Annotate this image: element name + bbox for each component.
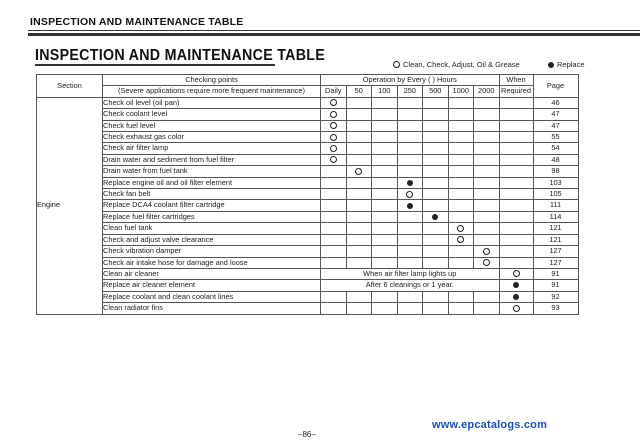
- interval-cell: [321, 223, 347, 234]
- table-body: [37, 97, 579, 314]
- interval-cell: [448, 143, 474, 154]
- interval-cell: [474, 234, 500, 245]
- open-circle-icon: [483, 259, 490, 266]
- interval-cell: [474, 177, 500, 188]
- interval-cell: [397, 189, 423, 200]
- interval-cell: [321, 109, 347, 120]
- checking-point: Replace coolant and clean coolant lines: [103, 291, 321, 302]
- filled-circle-icon: [407, 203, 413, 209]
- page-ref: 55: [533, 132, 578, 143]
- interval-cell: [397, 303, 423, 314]
- page-ref: 121: [533, 223, 578, 234]
- interval-cell: [397, 120, 423, 131]
- interval-cell: [397, 211, 423, 222]
- open-circle-icon: [457, 236, 464, 243]
- interval-cell: [346, 132, 372, 143]
- interval-cell: [448, 97, 474, 108]
- interval-cell: [448, 177, 474, 188]
- interval-cell: [448, 223, 474, 234]
- open-circle-icon: [406, 191, 413, 198]
- open-circle-icon: [330, 134, 337, 141]
- interval-cell: [372, 291, 398, 302]
- open-circle-icon: [355, 168, 362, 175]
- interval-cell: [499, 143, 533, 154]
- interval-cell: [474, 211, 500, 222]
- interval-cell: [397, 246, 423, 257]
- interval-cell: [346, 303, 372, 314]
- table-row: [37, 143, 579, 154]
- interval-cell: [474, 200, 500, 211]
- table-row: [37, 120, 579, 131]
- checking-point: Check vibration damper: [103, 246, 321, 257]
- table-row: [37, 291, 579, 302]
- interval-note: When air filter lamp lights up: [321, 268, 500, 279]
- interval-cell: [346, 189, 372, 200]
- interval-cell: [321, 291, 347, 302]
- interval-cell: [372, 120, 398, 131]
- open-circle-icon: [483, 248, 490, 255]
- open-circle-icon: [457, 225, 464, 232]
- page-title: INSPECTION AND MAINTENANCE TABLE: [35, 47, 326, 64]
- table-row: [37, 268, 579, 279]
- interval-cell: [448, 246, 474, 257]
- open-circle-icon: [330, 145, 337, 152]
- interval-cell: [499, 132, 533, 143]
- interval-cell: [346, 109, 372, 120]
- table-row: [37, 223, 579, 234]
- legend-replace-label: Replace: [557, 60, 585, 69]
- interval-cell: [321, 154, 347, 165]
- open-circle-icon: [330, 156, 337, 163]
- interval-cell: [372, 154, 398, 165]
- interval-cell: [372, 109, 398, 120]
- page-ref: 91: [533, 280, 578, 291]
- interval-cell: [372, 200, 398, 211]
- interval-cell: [321, 189, 347, 200]
- table-row: [37, 109, 579, 120]
- interval-cell: [499, 234, 533, 245]
- checking-point: Clean fuel tank: [103, 223, 321, 234]
- interval-cell: [423, 177, 449, 188]
- interval-cell: [448, 120, 474, 131]
- header-rule-thin: [28, 30, 640, 31]
- interval-cell: [423, 154, 449, 165]
- interval-cell: [448, 303, 474, 314]
- interval-cell: [423, 211, 449, 222]
- checking-point: Drain water from fuel tank: [103, 166, 321, 177]
- interval-cell: [397, 97, 423, 108]
- interval-cell: [346, 143, 372, 154]
- interval-cell: [372, 303, 398, 314]
- interval-cell: [372, 189, 398, 200]
- running-head: INSPECTION AND MAINTENANCE TABLE: [30, 16, 244, 28]
- table-row: [37, 97, 579, 108]
- header-page: Page: [533, 75, 578, 98]
- section-label: Engine: [37, 97, 103, 314]
- header-checking-points-sub: (Severe applications require more frequent maintenance): [103, 86, 321, 97]
- interval-cell: [474, 143, 500, 154]
- header-interval: 50: [346, 86, 372, 97]
- interval-cell: [499, 268, 533, 279]
- interval-cell: [474, 109, 500, 120]
- page-ref: 127: [533, 246, 578, 257]
- table-row: [37, 189, 579, 200]
- checking-point: Drain water and sediment from fuel filter: [103, 154, 321, 165]
- interval-cell: [448, 234, 474, 245]
- interval-cell: [397, 154, 423, 165]
- page-ref: 92: [533, 291, 578, 302]
- interval-cell: [499, 280, 533, 291]
- interval-cell: [423, 109, 449, 120]
- page-ref: 114: [533, 211, 578, 222]
- interval-cell: [499, 211, 533, 222]
- maintenance-table: [36, 74, 579, 315]
- interval-cell: [321, 132, 347, 143]
- interval-cell: [474, 189, 500, 200]
- interval-cell: [448, 189, 474, 200]
- page-ref: 47: [533, 109, 578, 120]
- interval-cell: [448, 154, 474, 165]
- interval-cell: [448, 109, 474, 120]
- interval-cell: [321, 143, 347, 154]
- interval-cell: [499, 109, 533, 120]
- interval-cell: [448, 166, 474, 177]
- interval-cell: [448, 257, 474, 268]
- interval-cell: [474, 291, 500, 302]
- table-row: [37, 257, 579, 268]
- interval-cell: [321, 97, 347, 108]
- table-row: [37, 132, 579, 143]
- interval-cell: [499, 154, 533, 165]
- interval-cell: [346, 211, 372, 222]
- filled-circle-icon: [513, 294, 519, 300]
- interval-cell: [346, 291, 372, 302]
- interval-cell: [423, 200, 449, 211]
- title-underline: [35, 64, 275, 66]
- page-ref: 47: [533, 120, 578, 131]
- checking-point: Clean air cleaner: [103, 268, 321, 279]
- page-ref: 98: [533, 166, 578, 177]
- table-row: [37, 280, 579, 291]
- header-interval: 2000: [474, 86, 500, 97]
- interval-cell: [499, 189, 533, 200]
- header-interval: 500: [423, 86, 449, 97]
- header-interval: 1000: [448, 86, 474, 97]
- checking-point: Clean radiator fins: [103, 303, 321, 314]
- interval-cell: [474, 246, 500, 257]
- interval-cell: [372, 234, 398, 245]
- interval-cell: [372, 97, 398, 108]
- interval-cell: [321, 120, 347, 131]
- page-ref: 54: [533, 143, 578, 154]
- interval-cell: [499, 97, 533, 108]
- interval-cell: [397, 223, 423, 234]
- checking-point: Check fan belt: [103, 189, 321, 200]
- interval-cell: [372, 132, 398, 143]
- table-row: [37, 166, 579, 177]
- legend-clean: [393, 60, 520, 69]
- interval-cell: [346, 246, 372, 257]
- open-circle-icon: [330, 111, 337, 118]
- interval-cell: [423, 120, 449, 131]
- interval-cell: [499, 166, 533, 177]
- interval-cell: [423, 223, 449, 234]
- filled-circle-icon: [432, 214, 438, 220]
- interval-cell: [474, 120, 500, 131]
- page-ref: 121: [533, 234, 578, 245]
- page-ref: 91: [533, 268, 578, 279]
- interval-cell: [499, 257, 533, 268]
- header-rule-thick: [28, 33, 640, 36]
- header-interval: 250: [397, 86, 423, 97]
- interval-cell: [321, 211, 347, 222]
- checking-point: Check and adjust valve clearance: [103, 234, 321, 245]
- interval-cell: [499, 246, 533, 257]
- filled-circle-icon: [513, 282, 519, 288]
- interval-cell: [474, 166, 500, 177]
- page-ref: 103: [533, 177, 578, 188]
- page-ref: 46: [533, 97, 578, 108]
- table-row: [37, 200, 579, 211]
- table-row: [37, 246, 579, 257]
- checking-point: Check air intake hose for damage and loose: [103, 257, 321, 268]
- checking-point: Check air filter lamp: [103, 143, 321, 154]
- interval-cell: [474, 154, 500, 165]
- page-ref: 93: [533, 303, 578, 314]
- checking-point: Check exhaust gas color: [103, 132, 321, 143]
- interval-cell: [423, 291, 449, 302]
- interval-cell: [474, 257, 500, 268]
- open-circle-icon: [330, 122, 337, 129]
- interval-cell: [423, 166, 449, 177]
- checking-point: Replace fuel filter cartridges: [103, 211, 321, 222]
- interval-cell: [397, 200, 423, 211]
- open-circle-icon: [513, 305, 520, 312]
- page-ref: 127: [533, 257, 578, 268]
- interval-cell: [321, 177, 347, 188]
- interval-cell: [321, 246, 347, 257]
- interval-cell: [346, 154, 372, 165]
- interval-cell: [474, 223, 500, 234]
- interval-cell: [397, 234, 423, 245]
- interval-cell: [397, 132, 423, 143]
- filled-circle-icon: [407, 180, 413, 186]
- table-row: [37, 234, 579, 245]
- interval-cell: [423, 97, 449, 108]
- interval-cell: [397, 177, 423, 188]
- interval-cell: [448, 132, 474, 143]
- interval-cell: [346, 120, 372, 131]
- interval-cell: [372, 246, 398, 257]
- interval-cell: [423, 143, 449, 154]
- interval-cell: [321, 303, 347, 314]
- checking-point: Check fuel level: [103, 120, 321, 131]
- interval-cell: [448, 200, 474, 211]
- page-ref: 111: [533, 200, 578, 211]
- interval-cell: [423, 132, 449, 143]
- interval-cell: [423, 246, 449, 257]
- interval-cell: [372, 166, 398, 177]
- legend-clean-label: Clean, Check, Adjust, Oil & Grease: [403, 60, 520, 69]
- interval-cell: [346, 234, 372, 245]
- interval-cell: [397, 143, 423, 154]
- interval-cell: [499, 120, 533, 131]
- interval-cell: [321, 166, 347, 177]
- header-operation: Operation by Every ( ) Hours: [321, 75, 500, 86]
- filled-circle-icon: [548, 62, 554, 68]
- header-when: When: [499, 75, 533, 86]
- interval-cell: [423, 303, 449, 314]
- checking-point: Check coolant level: [103, 109, 321, 120]
- interval-cell: [499, 177, 533, 188]
- interval-cell: [397, 109, 423, 120]
- header-interval: Daily: [321, 86, 347, 97]
- interval-cell: [372, 177, 398, 188]
- interval-cell: [346, 200, 372, 211]
- open-circle-icon: [513, 270, 520, 277]
- legend-replace: [548, 60, 585, 69]
- interval-cell: [474, 303, 500, 314]
- interval-cell: [499, 303, 533, 314]
- page-ref: 105: [533, 189, 578, 200]
- interval-cell: [499, 223, 533, 234]
- interval-cell: [346, 97, 372, 108]
- header-section: Section: [37, 75, 103, 98]
- interval-cell: [423, 257, 449, 268]
- interval-cell: [474, 97, 500, 108]
- interval-cell: [474, 132, 500, 143]
- interval-cell: [346, 166, 372, 177]
- interval-cell: [397, 166, 423, 177]
- interval-cell: [499, 291, 533, 302]
- interval-cell: [372, 223, 398, 234]
- interval-cell: [372, 257, 398, 268]
- interval-cell: [499, 200, 533, 211]
- checking-point: Replace engine oil and oil filter element: [103, 177, 321, 188]
- interval-cell: [372, 211, 398, 222]
- page-ref: 48: [533, 154, 578, 165]
- interval-cell: [397, 291, 423, 302]
- table-row: [37, 154, 579, 165]
- interval-cell: [346, 257, 372, 268]
- watermark: www.epcatalogs.com: [432, 419, 548, 431]
- page-number: –86–: [298, 430, 316, 439]
- checking-point: Check oil level (oil pan): [103, 97, 321, 108]
- interval-cell: [372, 143, 398, 154]
- header-interval: 100: [372, 86, 398, 97]
- interval-cell: [321, 234, 347, 245]
- checking-point: Replace air cleaner element: [103, 280, 321, 291]
- interval-cell: [423, 189, 449, 200]
- header-required: Required: [501, 86, 531, 96]
- interval-cell: [448, 211, 474, 222]
- interval-cell: [423, 234, 449, 245]
- interval-cell: [397, 257, 423, 268]
- header-checking-points: Checking points: [103, 75, 321, 86]
- interval-cell: [346, 223, 372, 234]
- checking-point: Replace DCA4 coolant filter cartridge: [103, 200, 321, 211]
- interval-cell: [321, 200, 347, 211]
- table-row: [37, 177, 579, 188]
- interval-cell: [448, 291, 474, 302]
- interval-cell: [346, 177, 372, 188]
- interval-cell: [321, 257, 347, 268]
- open-circle-icon: [393, 61, 400, 68]
- interval-note: After 6 cleanings or 1 year.: [321, 280, 500, 291]
- table-row: [37, 303, 579, 314]
- open-circle-icon: [330, 99, 337, 106]
- table-row: [37, 211, 579, 222]
